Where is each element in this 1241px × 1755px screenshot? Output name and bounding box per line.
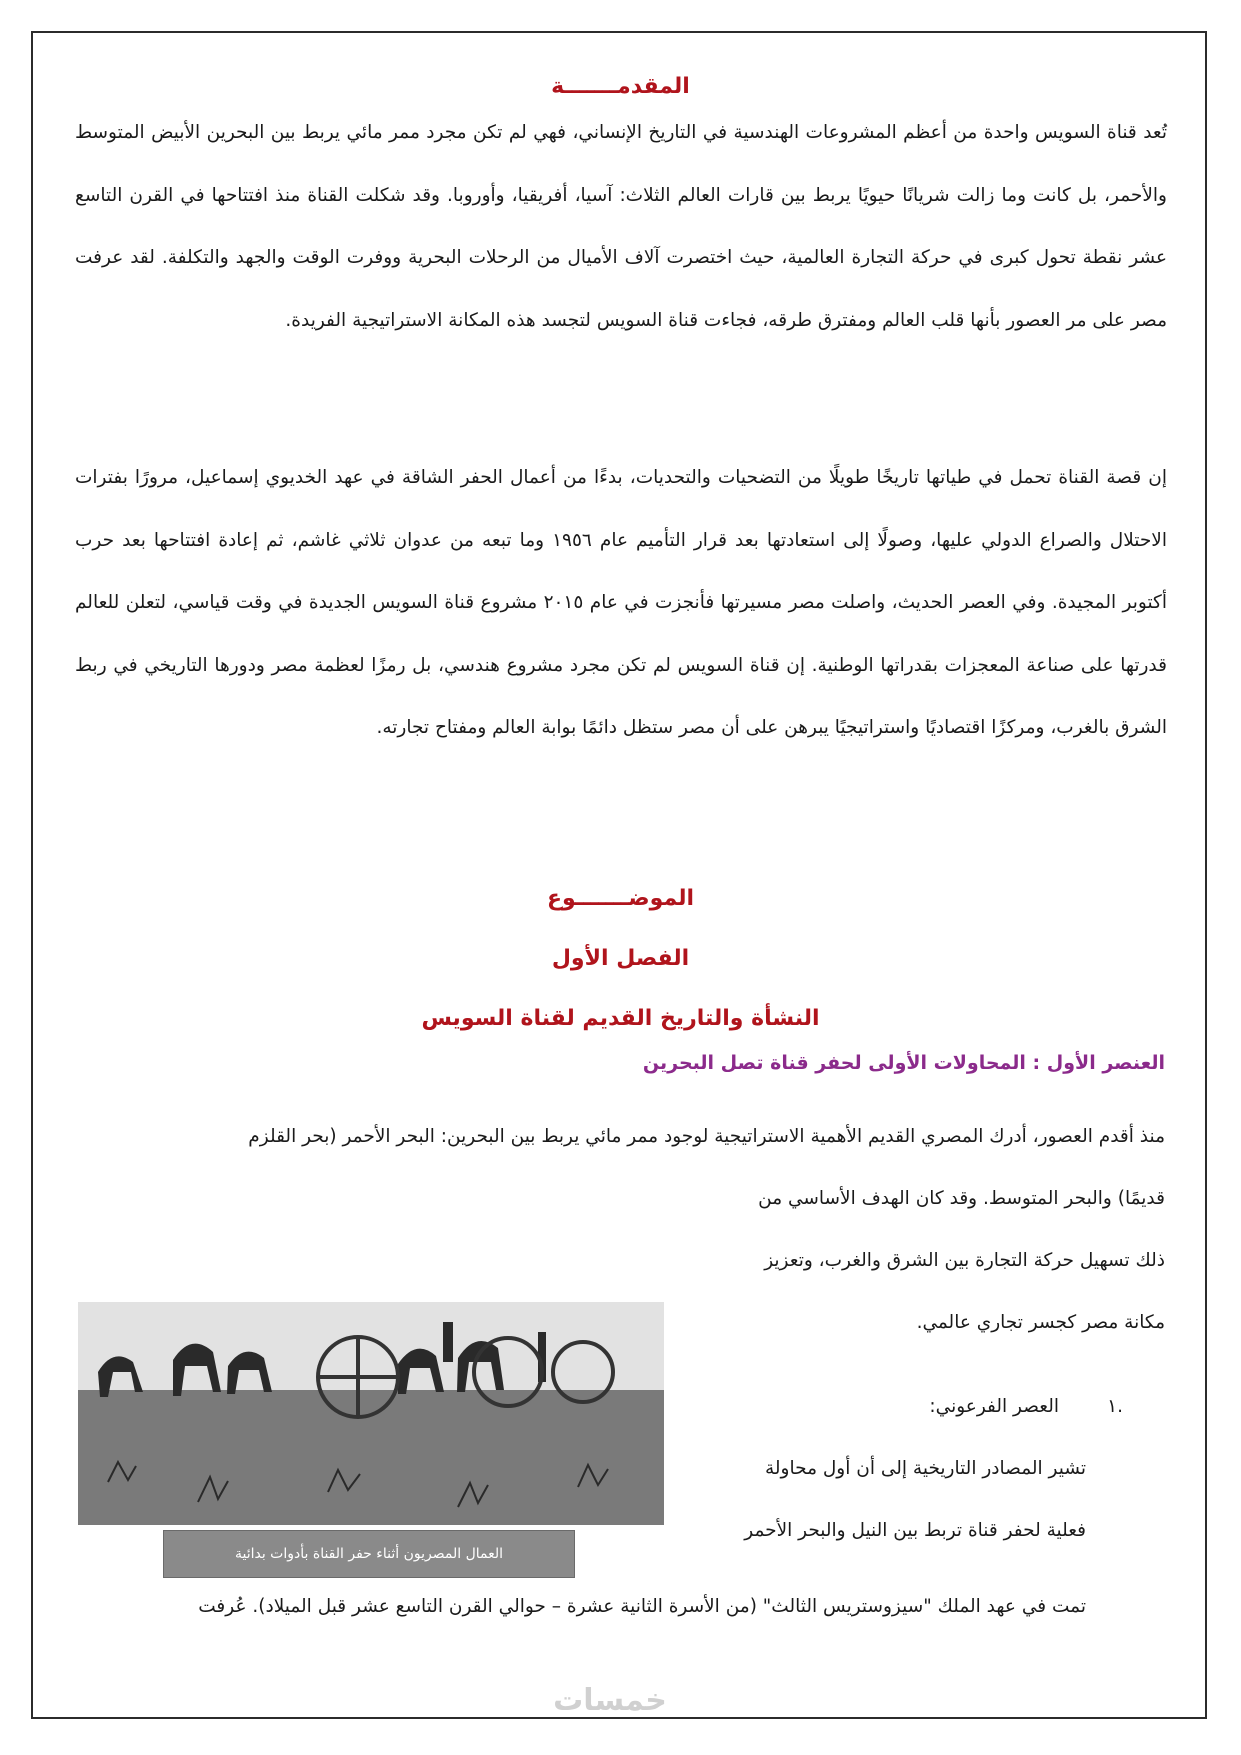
body-line-3: ذلك تسهيل حركة التجارة بين الشرق والغرب، وتعزيز — [764, 1250, 1165, 1271]
element-title: العنصر الأول : المحاولات الأولى لحفر قناة تصل البحرين — [642, 1052, 1165, 1074]
pharaonic-line-1: تشير المصادر التاريخية إلى أن أول محاولة — [765, 1458, 1086, 1479]
pharaonic-line-2: فعلية لحفر قناة تربط بين النيل والبحر الأحمر — [744, 1520, 1086, 1541]
watermark-logo: خمسات — [553, 1683, 667, 1718]
body-line-1: منذ أقدم العصور، أدرك المصري القديم الأهمية الاستراتيجية لوجود ممر مائي يربط بين البحرين: البحر الأحمر (بحر القلزم — [248, 1126, 1165, 1147]
intro-heading: المقدمـــــــة — [551, 74, 690, 100]
pharaonic-line-3: تمت في عهد الملك "سيزوستريس الثالث" (من الأسرة الثانية عشرة – حوالي القرن التاسع عشر قبل الميلاد). عُرفت — [198, 1596, 1086, 1617]
body-line-4: مكانة مصر كجسر تجاري عالمي. — [916, 1312, 1165, 1333]
list-item-number: .١ — [1107, 1396, 1123, 1417]
list-item-label: العصر الفرعوني: — [929, 1396, 1059, 1417]
intro-paragraph-1: تُعد قناة السويس واحدة من أعظم المشروعات الهندسية في التاريخ الإنساني، فهي لم تكن مجرد ممر مائي يربط بين البحرين الأبيض المتوسط والأحمر، بل كانت وما زالت شريانًا حيويًا يربط بين قارات العالم الثلاث: آسيا، أفريقيا، وأوروبا. وقد شكلت القناة منذ افتتاحها في القرن التاسع عشر نقطة تحول كبرى في حركة التجارة العالمية، حيث اختصرت آلاف الأميال من الرحلات البحرية ووفرت الوقت والجهد والتكلفة. لقد عرفت مصر على مر العصور بأنها قلب العالم ومفترق طرقه، فجاءت قناة السويس لتجسد هذه المكانة الاستراتيجية الفريدة. — [75, 122, 1167, 331]
intro-paragraph-2: إن قصة القناة تحمل في طياتها تاريخًا طويلًا من التضحيات والتحديات، بدءًا من أعمال الحفر الشاقة في عهد الخديوي إسماعيل، مرورًا بفترات الاحتلال والصراع الدولي عليها، وصولًا إلى استعادتها بعد قرار التأميم عام ١٩٥٦ وما تبعه من عدوان ثلاثي غاشم، ثم إعادة افتتاحها بعد حرب أكتوبر المجيدة. وفي العصر الحديث، واصلت مصر مسيرتها فأنجزت في عام ٢٠١٥ مشروع قناة السويس الجديدة في وقت قياسي، لتعلن للعالم قدرتها على صناعة المعجزات بقدراتها الوطنية. إن قناة السويس لم تكن مجرد مشروع هندسي، بل رمزًا لعظمة مصر ودورها التاريخي في ربط الشرق بالغرب، ومركزًا اقتصاديًا واستراتيجيًا يبرهن على أن مصر ستظل دائمًا بوابة العالم ومفتاح تجارته. — [75, 467, 1167, 738]
photo-drawing — [78, 1302, 664, 1525]
body-line-2: قديمًا) والبحر المتوسط. وقد كان الهدف الأساسي من — [758, 1188, 1165, 1209]
photo-caption: العمال المصريون أثناء حفر القناة بأدوات بدائية — [163, 1530, 575, 1578]
chapter-title: النشأة والتاريخ القديم لقناة السويس — [421, 1006, 820, 1032]
historical-photo — [78, 1302, 664, 1525]
chapter-heading: الفصل الأول — [551, 946, 690, 972]
topic-heading: الموضـــــــوع — [546, 886, 695, 912]
